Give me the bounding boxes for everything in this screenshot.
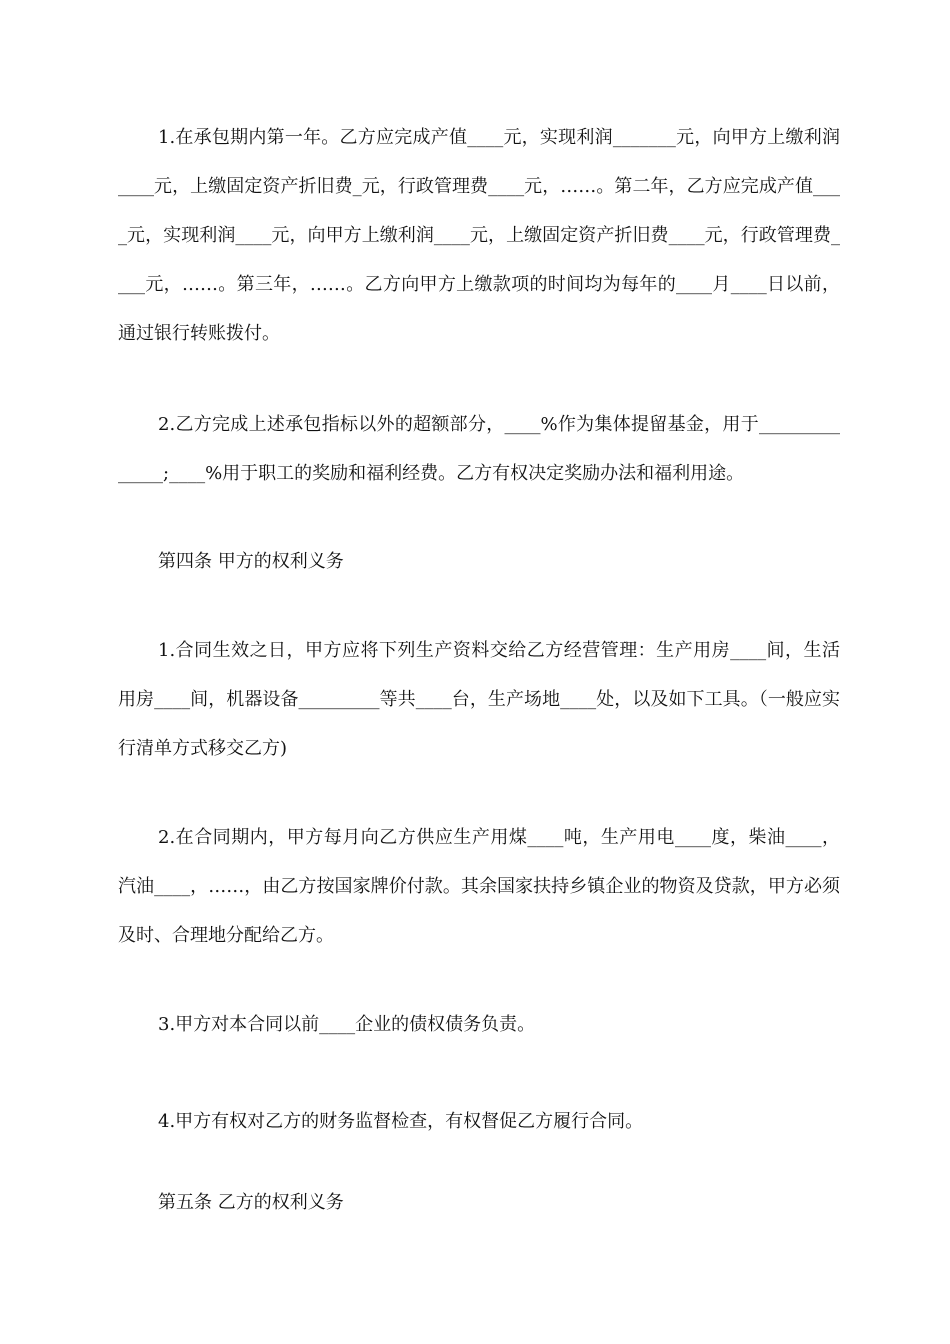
paragraph-output-targets: 1.在承包期内第一年。乙方应完成产值____元，实现利润_______元，向甲方上缴利润____元，上缴固定资产折旧费_元，行政管理费____元，……。第二年，乙方应完成产值____元，实现利润____元，向甲方上缴利润____元，上缴固定资产折旧费____元，行政管理费____元，……。第三年，……。乙方向甲方上缴款项的时间均为每年的____月____日以前，通过银行转账拨付。 [118,127,840,344]
section-heading-article-5: 第五条 乙方的权利义务 [158,1192,344,1213]
section-heading-article-4: 第四条 甲方的权利义务 [158,551,344,572]
paragraph-means-of-production: 1.合同生效之日，甲方应将下列生产资料交给乙方经营管理：生产用房____间，生活用房____间，机器设备_________等共____台，生产场地____处，以及如下工具。（一般应实行清单方式移交乙方) [118,640,840,759]
paragraph-financial-supervision: 4.甲方有权对乙方的财务监督检查，有权督促乙方履行合同。 [158,1111,644,1132]
paragraph-excess-distribution: 2.乙方完成上述承包指标以外的超额部分，____%作为集体提留基金，用于______________;____%用于职工的奖励和福利经费。乙方有权决定奖励办法和福利用途。 [118,414,840,484]
paragraph-supplies: 2.在合同期内，甲方每月向乙方供应生产用煤____吨，生产用电____度，柴油____，汽油____，……，由乙方按国家牌价付款。其余国家扶持乡镇企业的物资及贷款，甲方必须及时、合理地分配给乙方。 [118,827,840,946]
paragraph-debts: 3.甲方对本合同以前____企业的债权债务负责。 [158,1014,536,1035]
